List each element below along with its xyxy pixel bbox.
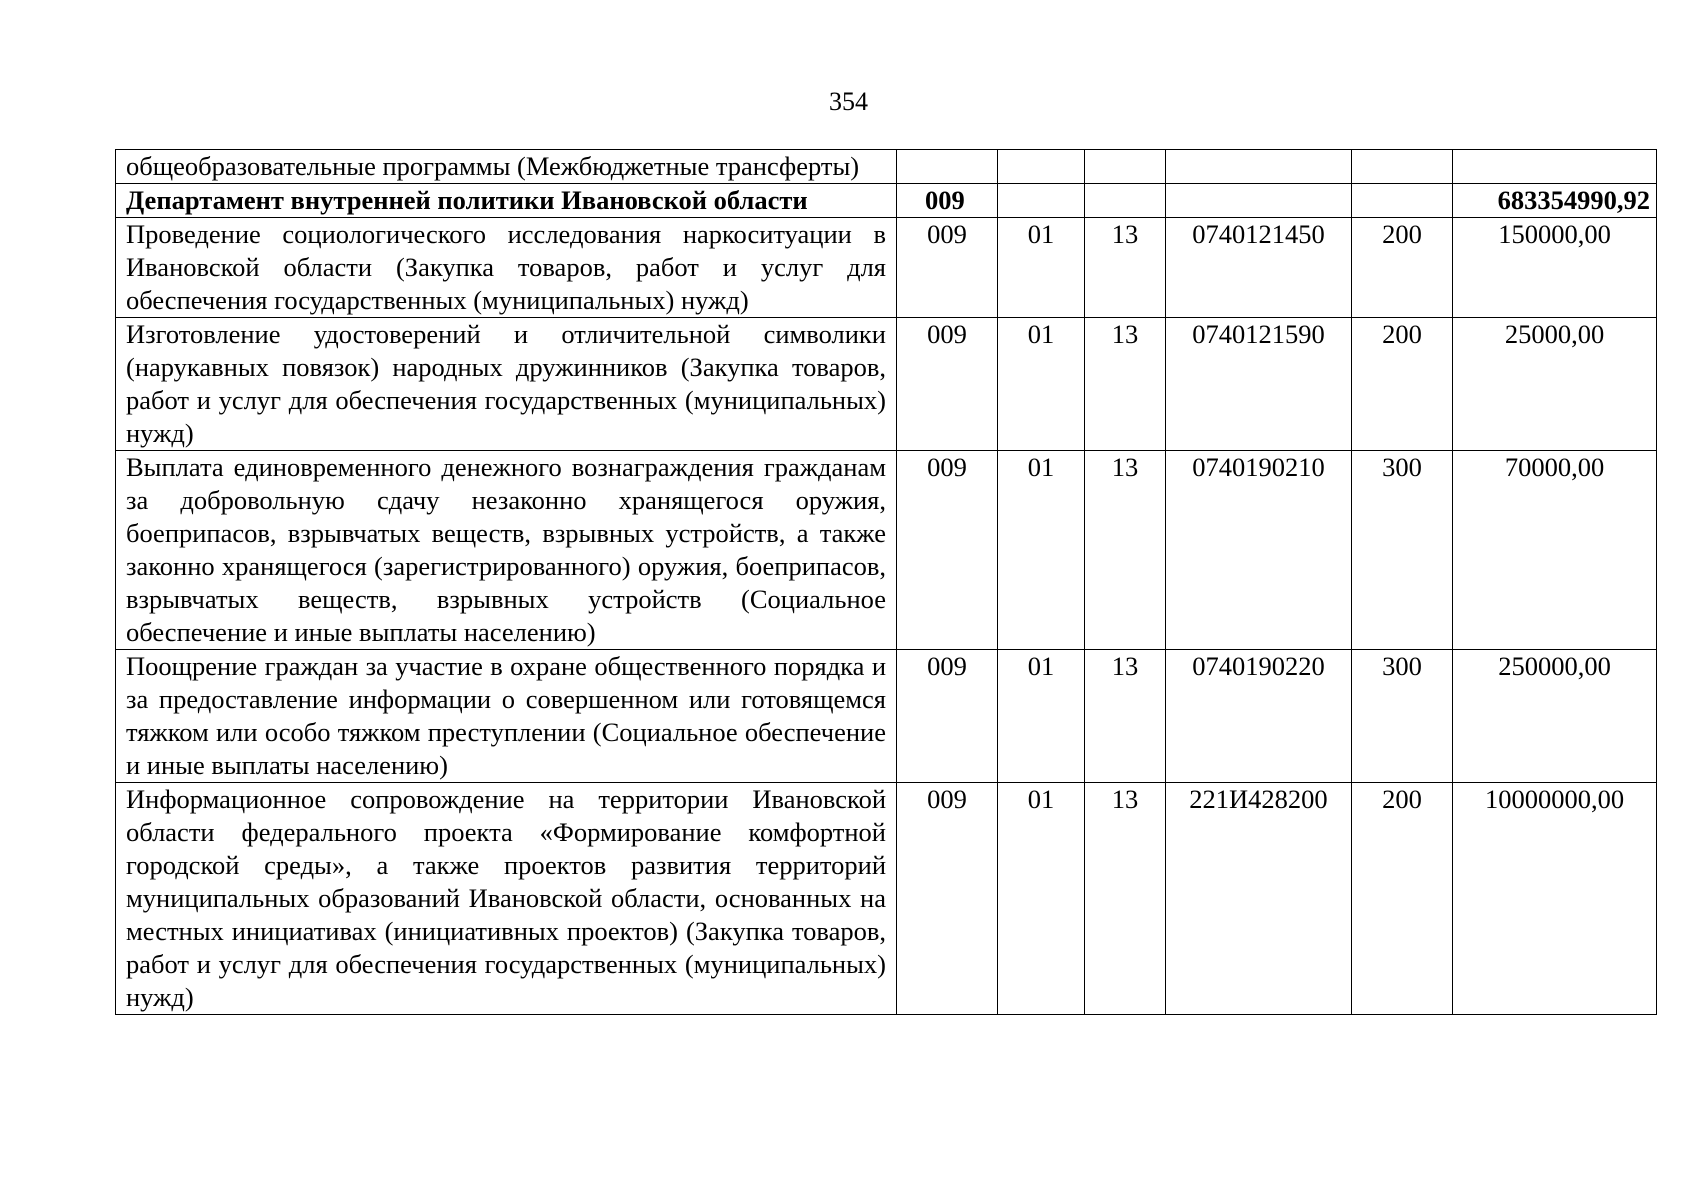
row-section-code [998,184,1085,218]
row-amount: 70000,00 [1453,451,1657,650]
row-subsection-code: 13 [1085,451,1166,650]
row-amount: 250000,00 [1453,650,1657,783]
row-subsection-code: 13 [1085,318,1166,451]
row-expense-type: 200 [1352,783,1453,1015]
table-row [116,184,1657,218]
row-section-code: 01 [998,783,1085,1015]
row-target-article: 0740121590 [1166,318,1352,451]
table-row [116,218,1657,318]
row-expense-type: 300 [1352,650,1453,783]
row-expense-type: 200 [1352,218,1453,318]
row-section-code: 01 [998,318,1085,451]
row-target-article: 0740190220 [1166,650,1352,783]
row-expense-type: 200 [1352,318,1453,451]
row-target-article: 221И428200 [1166,783,1352,1015]
row-ministry-code [897,150,998,184]
table-row [116,650,1657,783]
row-subsection-code [1085,150,1166,184]
row-subsection-code: 13 [1085,218,1166,318]
row-description: Поощрение граждан за участие в охране общественного порядка и за предоставление информации о совершенном или готовящемся тяжком или особо тяжком преступлении (Социальное обеспечение и иные выплаты населению) [116,650,897,783]
row-description: Изготовление удостоверений и отличительной символики (нарукавных повязок) народных дружинников (Закупка товаров, работ и услуг для обеспечения государственных (муниципальных) нужд) [116,318,897,451]
row-expense-type: 300 [1352,451,1453,650]
row-target-article: 0740190210 [1166,451,1352,650]
page-number: 354 [829,87,868,116]
row-ministry-code: 009 [897,783,998,1015]
row-amount [1453,150,1657,184]
row-section-code: 01 [998,650,1085,783]
table-row [116,451,1657,650]
table-row [116,318,1657,451]
row-expense-type [1352,150,1453,184]
row-ministry-code: 009 [897,318,998,451]
row-target-article [1166,150,1352,184]
table-row [116,783,1657,1015]
row-target-article [1166,184,1352,218]
row-expense-type [1352,184,1453,218]
row-section-code: 01 [998,218,1085,318]
table-row [116,150,1657,184]
row-description: Департамент внутренней политики Ивановской области [116,184,897,218]
row-ministry-code: 009 [897,650,998,783]
row-subsection-code: 13 [1085,783,1166,1015]
row-section-code [998,150,1085,184]
row-description: Выплата единовременного денежного вознаграждения гражданам за добровольную сдачу незаконно хранящегося оружия, боеприпасов, взрывчатых веществ, взрывных устройств, а также законно хранящегося (зарегистрированного) оружия, боеприпасов, взрывчатых веществ, взрывных устройств (Социальное обеспечение и иные выплаты населению) [116,451,897,650]
row-amount: 150000,00 [1453,218,1657,318]
row-amount: 25000,00 [1453,318,1657,451]
row-ministry-code: 009 [897,184,998,218]
row-subsection-code: 13 [1085,650,1166,783]
row-ministry-code: 009 [897,218,998,318]
row-target-article: 0740121450 [1166,218,1352,318]
row-description: Проведение социологического исследования наркоситуации в Ивановской области (Закупка товаров, работ и услуг для обеспечения государственных (муниципальных) нужд) [116,218,897,318]
row-amount: 683354990,92 [1453,184,1657,218]
row-ministry-code: 009 [897,451,998,650]
row-amount: 10000000,00 [1453,783,1657,1015]
row-subsection-code [1085,184,1166,218]
row-section-code: 01 [998,451,1085,650]
budget-table [115,149,1657,1015]
row-description: общеобразовательные программы (Межбюджетные трансферты) [116,150,897,184]
row-description: Информационное сопровождение на территории Ивановской области федерального проекта «Формирование комфортной городской среды», а также проектов развития территорий муниципальных образований Ивановской области, основанных на местных инициативах (инициативных проектов) (Закупка товаров, работ и услуг для обеспечения государственных (муниципальных) нужд) [116,783,897,1015]
